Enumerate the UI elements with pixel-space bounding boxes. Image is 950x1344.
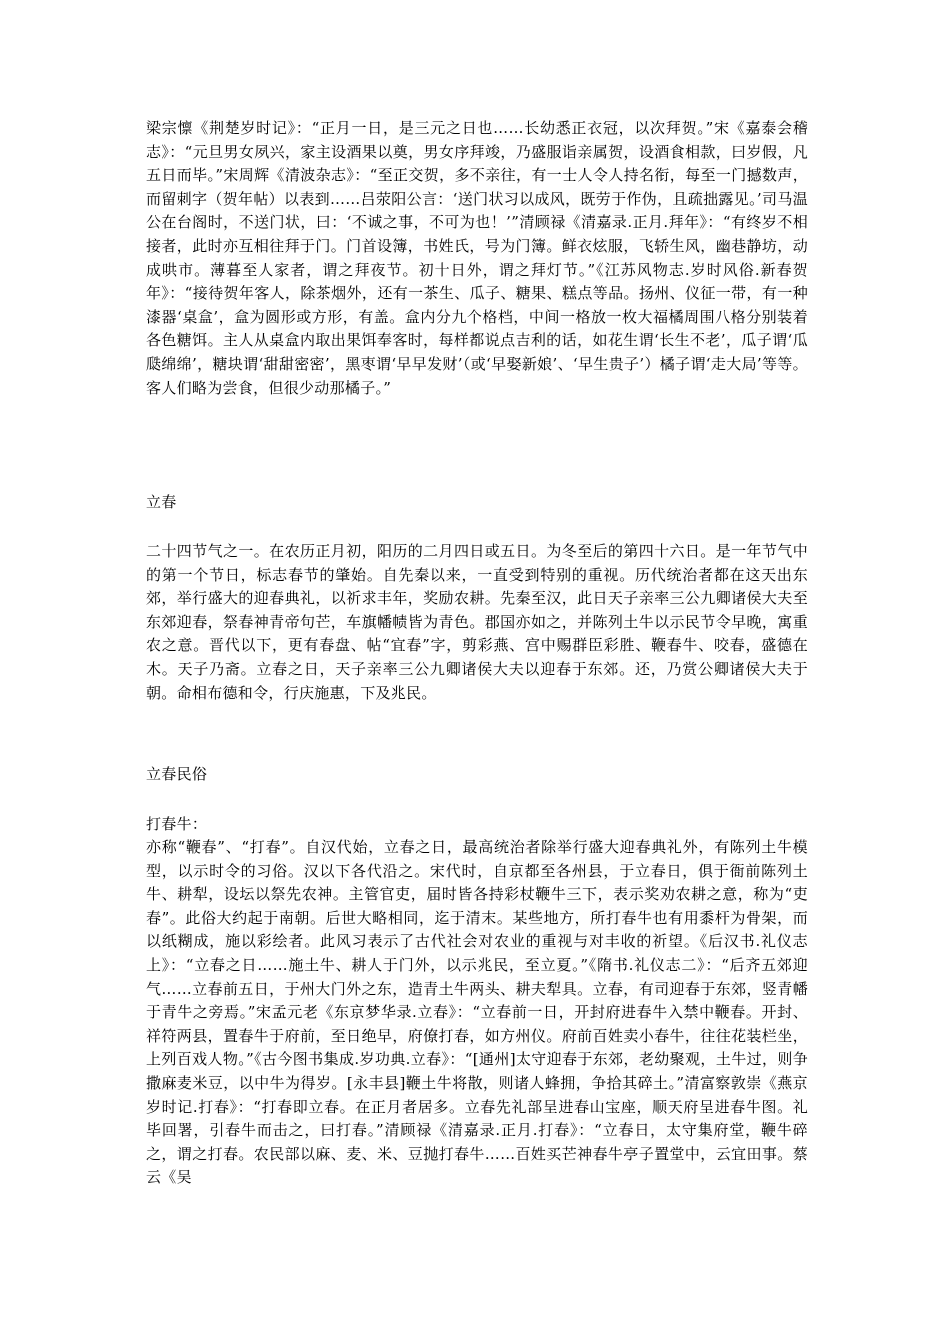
section-heading-lichun-minsu: 立春民俗 [146, 765, 208, 783]
lichun-paragraph: 二十四节气之一。在农历正月初，阳历的二月四日或五日。为冬至后的第四十六日。是一年节气中的第一个节日，标志春节的肇始。自先秦以来，一直受到特别的重视。历代统治者都在这天出东郊，举行盛大的迎春典礼，以祈求丰年，奖励农耕。先秦至汉，此日天子亲率三公九卿诸侯大夫至东郊迎春，祭春神青帝句芒，车旗幡帻皆为青色。郡国亦如之，并陈列土牛以示民节令早晚，寓重农之意。晋代以下，更有春盘、帖“宜春”字，剪彩燕、宫中赐群臣彩胜、鞭春牛、咬春，盛德在木。天子乃斋。立春之日，天子亲率三公九卿诸侯大夫以迎春于东郊。还，乃赏公卿诸侯大夫于朝。命相布德和令，行庆施惠，下及兆民。 [146, 542, 808, 702]
intro-paragraph: 梁宗懔《荆楚岁时记》：“正月一日，是三元之日也……长幼悉正衣冠，以次拜贺。”宋《嘉泰会稽志》：“元旦男女夙兴，家主设酒果以奠，男女序拜竣，乃盛服诣亲属贺，设酒食相款，曰岁假，凡五日而毕。”宋周辉《清波杂志》：“至正交贺，多不亲往，有一士人令人持名衔，每至一门撼数声，而留刺字（贺年帖）以表到……吕荥阳公言：‘送门状习以成风，既劳于作伪，且疏拙露见。’司马温公在台阁时，不送门状，曰：‘不诚之事，不可为也！’”清顾禄《清嘉录.正月.拜年》：“有终岁不相接者，此时亦互相往拜于门。门首设簿，书姓氏，号为门簿。鲜衣炫服，飞轿生风，幽巷静坊，动成哄市。薄暮至人家者，谓之拜夜节。初十日外，谓之拜灯节。”《江苏风物志.岁时风俗.新春贺年》：“接待贺年客人，除茶烟外，还有一茶生、瓜子、糖果、糕点等品。扬州、仪征一带，有一种漆器‘桌盒’，盒为圆形或方形，有盖。盒内分九个格档，中间一格放一枚大福橘周围八格分别装着各色糖饵。主人从桌盒内取出果饵奉客时，每样都说点吉利的话，如花生谓‘长生不老’，瓜子谓‘瓜瓞绵绵’，糖块谓‘甜甜密密’，黑枣谓‘早早发财’（或‘早娶新娘’、‘早生贵子’）橘子谓‘走大局’等等。客人们略为尝食，但很少动那橘子。” [146, 119, 808, 397]
dachunniu-paragraph: 亦称“鞭春”、“打春”。自汉代始，立春之日，最高统治者除举行盛大迎春典礼外，有陈列土牛模型，以示时令的习俗。汉以下各代沿之。宋代时，自京都至各州县，于立春日，俱于衙前陈列土牛、耕犁，设坛以祭先农神。主管官吏，届时皆各持彩杖鞭牛三下，表示奖劝农耕之意，称为“吏春”。此俗大约起于南朝。后世大略相同，迄于清末。某些地方，所打春牛也有用黍杆为骨架，而以纸糊成，施以彩绘者。此风习表示了古代社会对农业的重视与对丰收的祈望。《后汉书.礼仪志上》：“立春之日……施土牛、耕人于门外，以示兆民，至立夏。”《隋书.礼仪志二》：“后齐五郊迎气……立春前五日，于州大门外之东，造青土牛两头、耕夫犁具。立春，有司迎春于东郊，竖青幡于青牛之旁焉。”宋孟元老《东京梦华录.立春》：“立春前一日，开封府进春牛入禁中鞭春。开封、祥符两县，置春牛于府前，至日绝早，府僚打春，如方州仪。府前百姓卖小春牛，往往花装栏坐，上列百戏人物。”《古今图书集成.岁功典.立春》：“[通州]太守迎春于东郊，老幼聚观，土牛过，则争撒麻麦米豆，以中牛为得岁。[永丰县]鞭土牛将散，则诸人蜂拥，争拾其碎土。”清富察敦崇《燕京岁时记.打春》：“打春即立春。在正月者居多。立春先礼部呈进春山宝座，顺天府呈进春牛图。礼毕回署，引春牛而击之，曰打春。”清顾禄《清嘉录.正月.打春》：“立春日，太守集府堂，鞭牛碎之，谓之打春。农民部以麻、麦、米、豆抛打春牛……百姓买芒神春牛亭子置堂中，云宜田事。蔡云《吴 [146, 838, 808, 1187]
subheading-dachunniu: 打春牛： [146, 815, 208, 833]
section-heading-lichun: 立春 [146, 493, 177, 511]
